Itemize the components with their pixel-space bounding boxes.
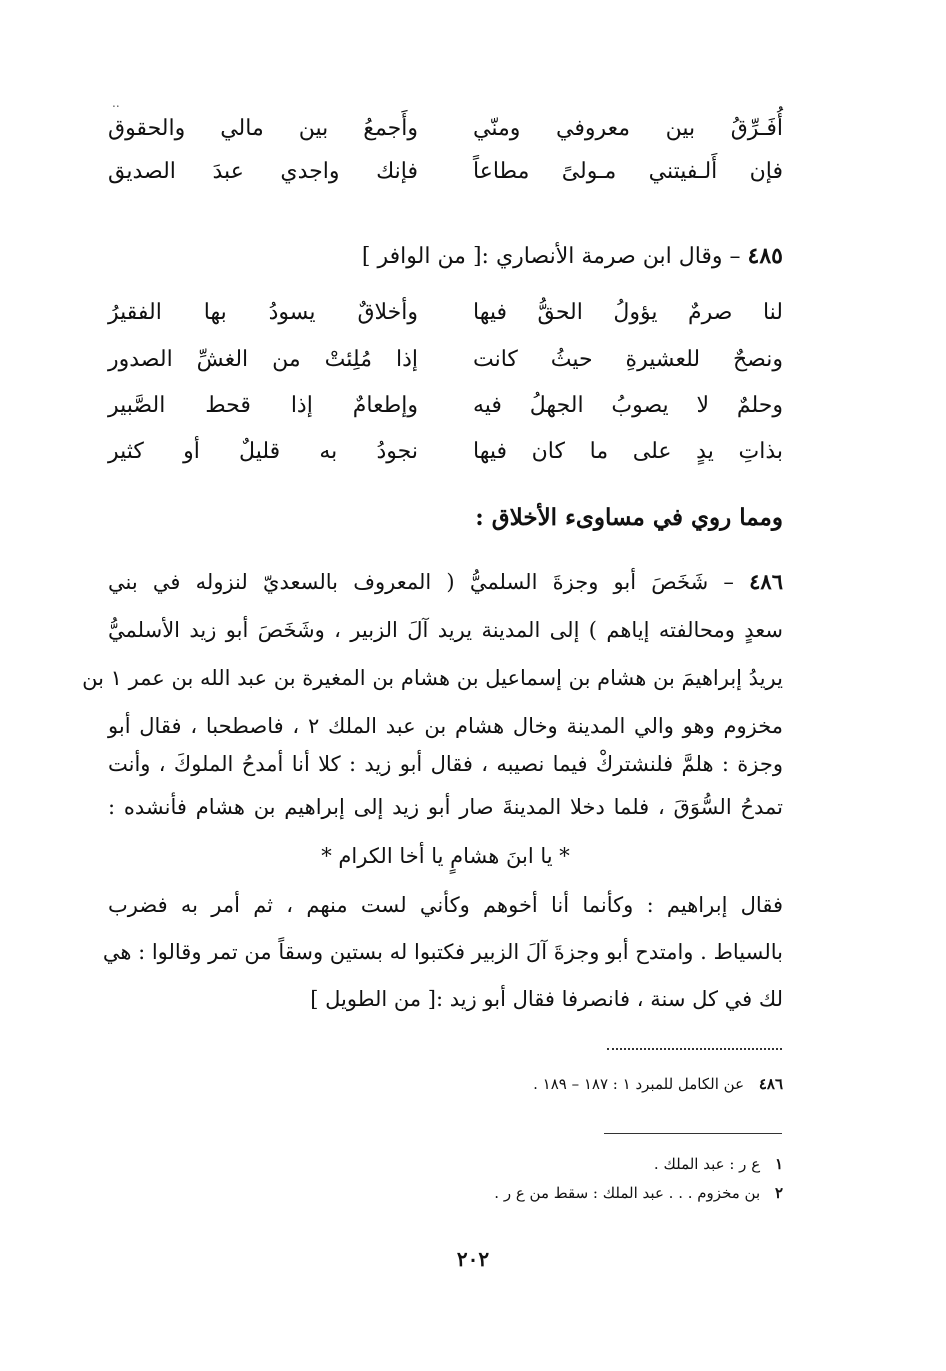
verse-hemistich-right: أُفَـرِّقُ بين معروفي ومنّي [473, 116, 783, 141]
verse-hemistich-left: إذا مُلِئتْ من الغشِّ الصدور [108, 347, 418, 372]
footnote-text: ع ر : عبد الملك . [653, 1155, 761, 1173]
footnote [654, 1151, 783, 1177]
verse-hemistich-right: ونصحٌ للعشيرةِ حيثُ كانت [473, 347, 783, 372]
verse-hemistich-left: وأخلاقٌ يسودُ بها الفقيرُ [108, 300, 418, 325]
verse-line [108, 386, 783, 426]
verse-hemistich-right: وحلمٌ لا يصوبُ الجهلُ فيه [473, 393, 783, 418]
entry-486-line [108, 559, 783, 605]
paragraph-line: – شَخَصَ أبو وجزةَ السلميُّ ( المعروف بالسعديّ لنزوله في بني [108, 570, 734, 594]
verse-line [108, 340, 783, 380]
paragraph-line: فقال إبراهيم : وكأنما أنا أخوهم وكأني لست منهم ، ثم أمر به فضرب [108, 893, 783, 917]
footnote [494, 1180, 783, 1206]
notes-divider [607, 1048, 782, 1050]
verse-hemistich-right: فإن أَلـفيتني مـولىً مطاعاً [473, 159, 783, 184]
page-number: ٢٠٢ [456, 1247, 490, 1271]
verse-hemistich-left: فإنك واجدي عبدَ الصديق [108, 159, 418, 184]
source-note [533, 1071, 783, 1097]
footnote-number: ٢ [774, 1184, 783, 1202]
paragraph-line: وجزة : هلمَّ فلنشتركْ فيما نصيبه ، فقال أبو زيد : كلا أنا أمدحُ الملوكَ ، وأنت [108, 752, 783, 776]
verse-line [108, 109, 783, 149]
verse-line [108, 293, 783, 333]
print-mark: .. [112, 96, 120, 110]
paragraph-line: سعدٍ ومحالفته إياهم ) إلى المدينة يريد آلَ الزبير ، وشَخَصَ أبو زيد الأسلميُّ [108, 618, 783, 642]
entry-485-heading [362, 236, 783, 277]
paragraph-line: تمدحُ السُّوَقَ ، فلما دخلا المدينةَ صار أبو زيد إلى إبراهيم بن هشام فأنشده : [108, 795, 784, 819]
verse-line [108, 432, 783, 472]
footnote-text: بن مخزوم . . . عبد الملك : سقط من ع ر . [494, 1184, 761, 1202]
entry-number: ٤٨٦ [749, 569, 783, 594]
verse-hemistich-right: بذاتِ يدٍ على ما كان فيها [473, 439, 783, 464]
footnotes-divider [604, 1133, 782, 1134]
entry-number: ٤٨٥ [747, 243, 783, 269]
paragraph-line: لك في كل سنة ، فانصرفا فقال أبو زيد :[ من الطويل ] [310, 987, 783, 1011]
footnote-number: ١ [774, 1155, 783, 1173]
source-note-number: ٤٨٦ [758, 1075, 783, 1093]
paragraph-line: يريدُ إبراهيمَ بن هشام بن إسماعيل بن هشام بن المغيرة بن عبد الله بن عمر ١ بن [82, 666, 783, 690]
verse-hemistich-left: نجودُ به قليلٌ أو كثير [108, 439, 418, 464]
verse-hemistich-right: لنا صرمٌ يؤولُ الحقُّ فيها [473, 300, 783, 325]
verse-line [108, 152, 783, 192]
verse-hemistich-left: وأَجمعُ بين مالي والحقوق [108, 116, 418, 141]
quoted-verse: * يا ابنَ هشامٍ يا أخا الكرام * [321, 844, 570, 868]
source-note-text: عن الكامل للمبرد ١ : ١٨٧ – ١٨٩ . [533, 1075, 745, 1093]
section-heading: ومما روي في مساوىء الأخلاق : [475, 504, 783, 531]
paragraph-line: مخزوم وهو والي المدينة وخال هشام بن عبد الملك ٢ ، فاصطحبا ، فقال أبو [108, 714, 783, 738]
entry-title: – وقال ابن صرمة الأنصاري :[ من الوافر ] [361, 244, 741, 269]
verse-hemistich-left: وإطعامٌ إذا قحط الصَّبير [108, 393, 418, 418]
paragraph-line: بالسياط . وامتدح أبو وجزةَ آلَ الزبير فكتبوا له بستين وسقاً من تمر وقالوا : هي [102, 940, 783, 964]
